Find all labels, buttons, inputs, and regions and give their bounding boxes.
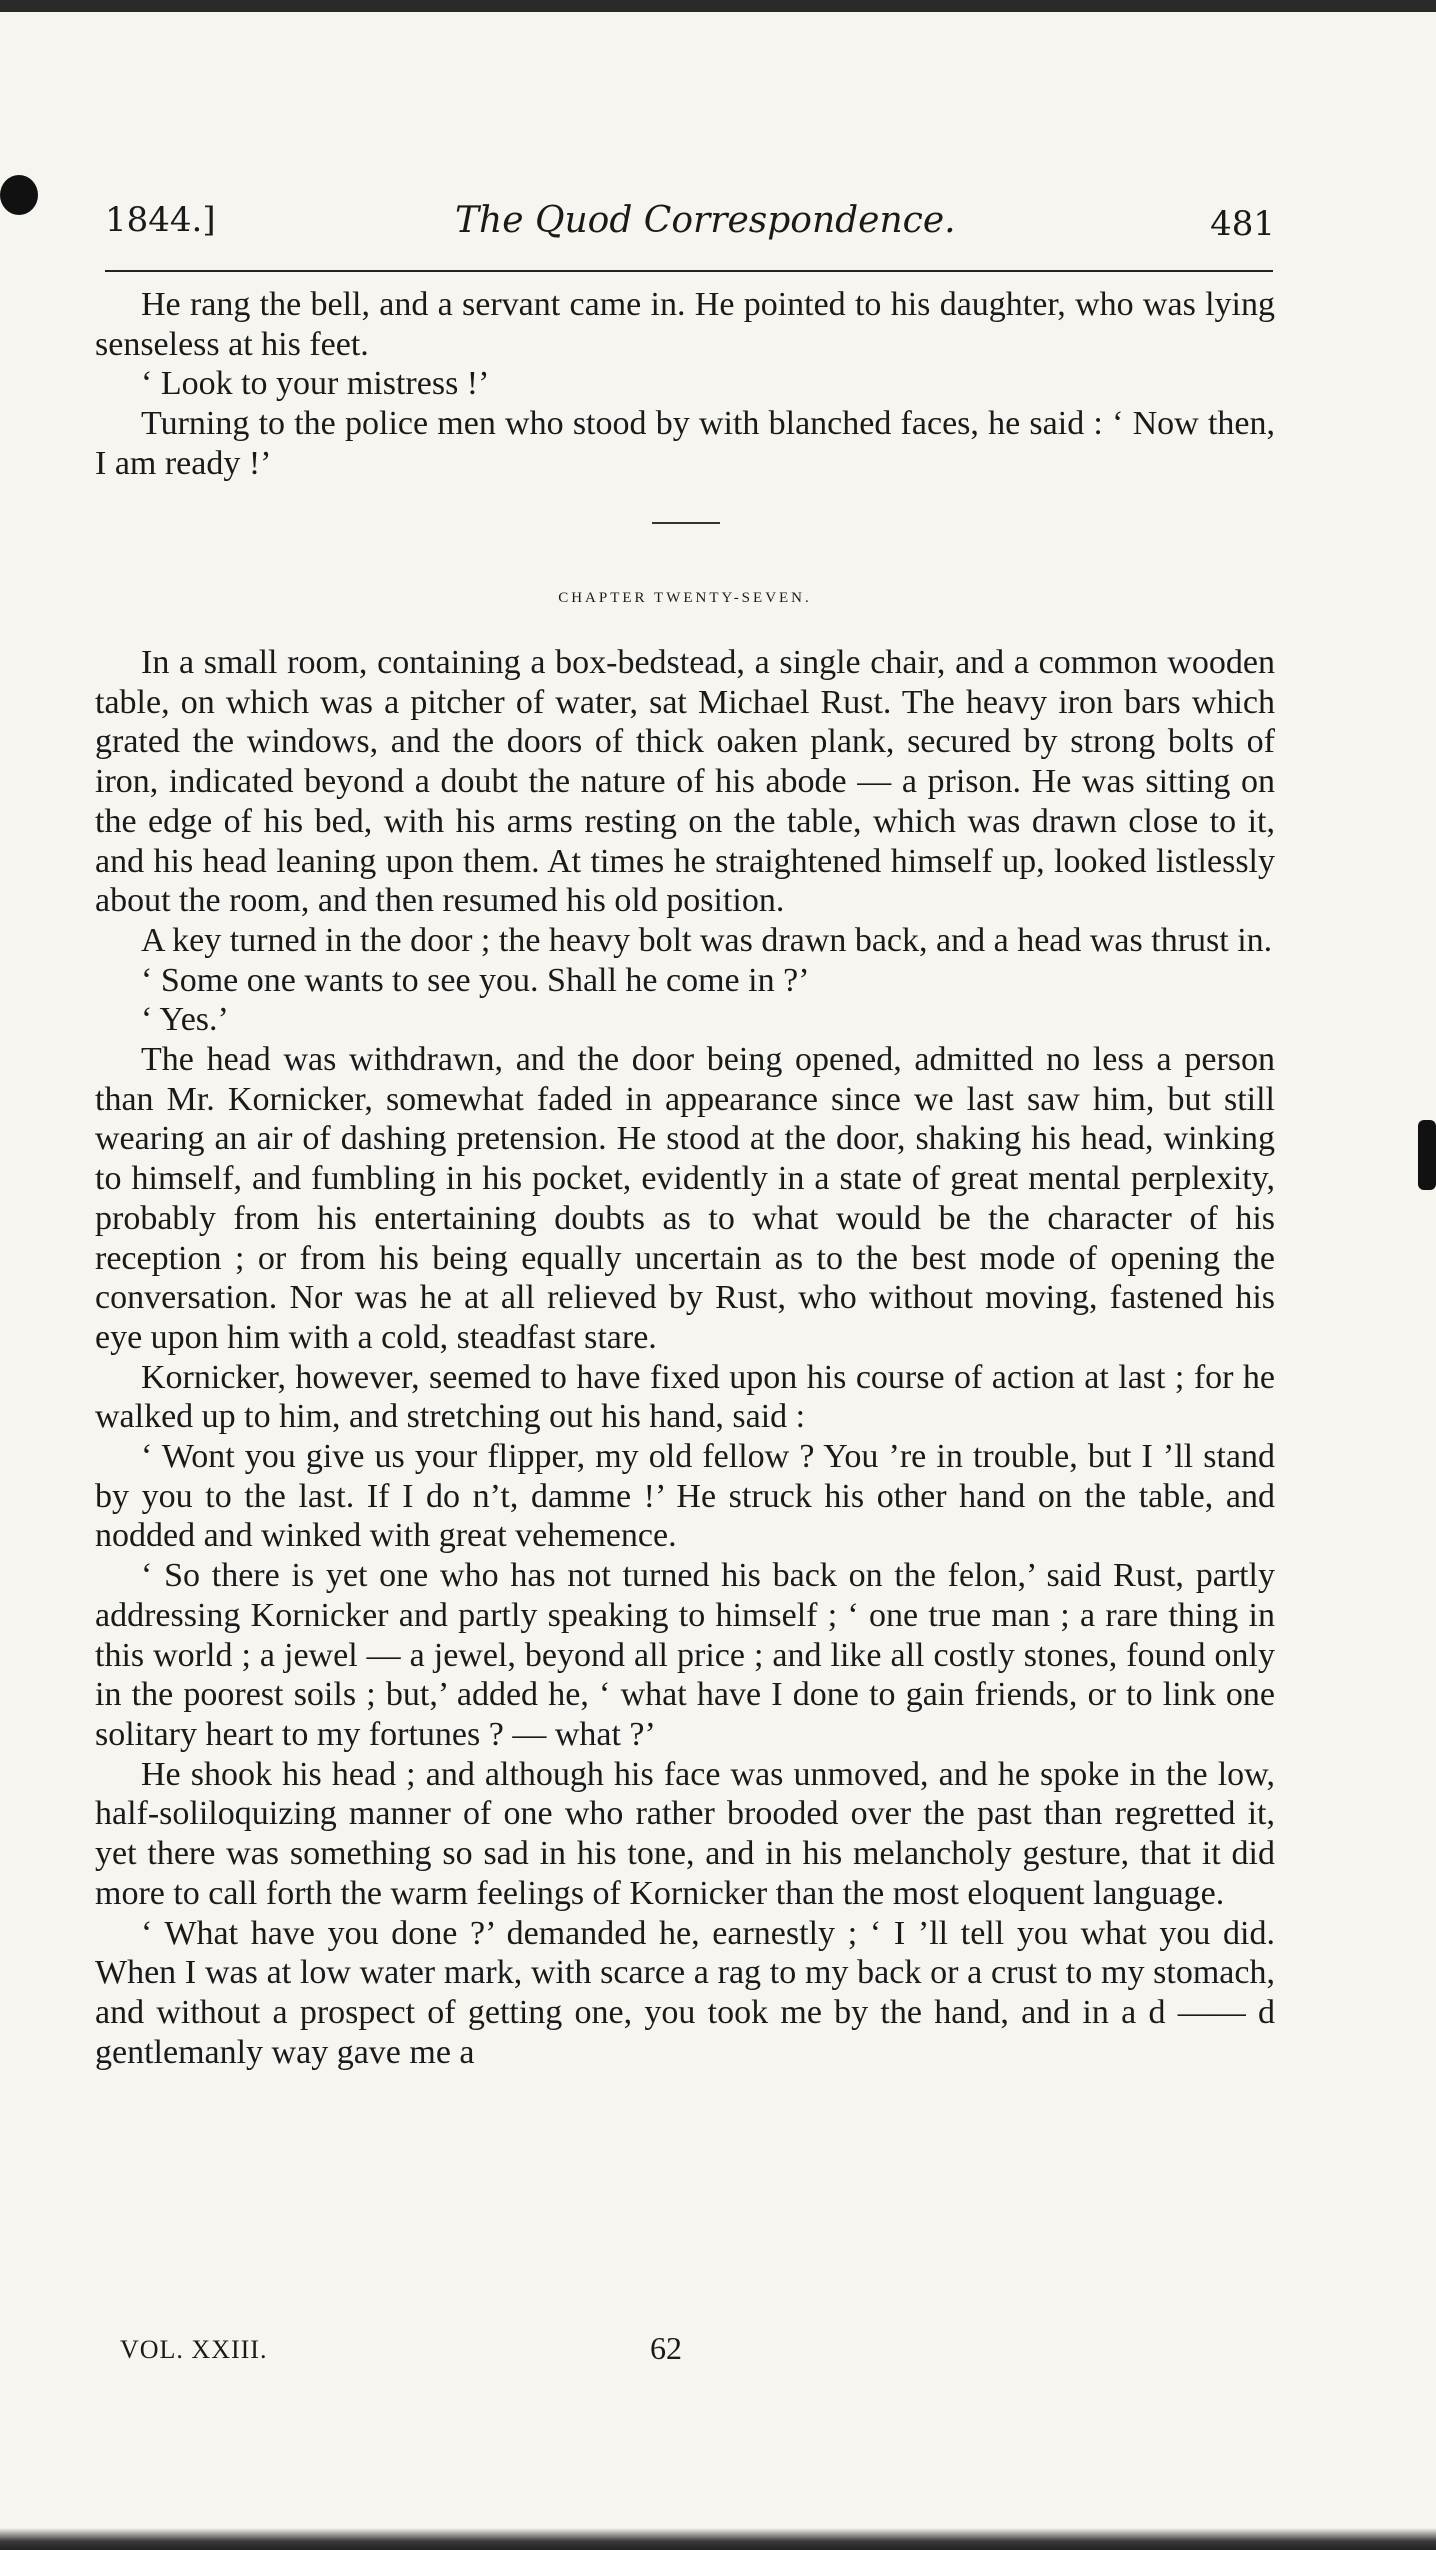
header-title: The Quod Correspondence.	[455, 200, 956, 241]
volume-mark: VOL. XXIII.	[120, 2335, 268, 2364]
paragraph: Turning to the police men who stood by with blanched faces, he said : ‘ Now then, I am ready !’	[95, 405, 1275, 482]
paragraph: The head was withdrawn, and the door being opened, admitted no less a person than Mr. Kornicker, somewhat faded in appearance since we last saw him, but still wearing an air of dashing pretension. He stood at the door, shaking his head, winking to himself, and fumbling in his pocket, evidently in a state of great mental perplexity, probably from his entertaining doubts as to what would be the character of his reception ; or from his being equally uncertain as to the best mode of opening the conversation. Nor was he at all relieved by Rust, who without moving, fastened his eye upon him with a cold, steadfast stare.	[95, 1041, 1275, 1356]
scan-top-edge	[0, 0, 1436, 12]
paragraph: Kornicker, however, seemed to have fixed upon his course of action at last ; for he walked up to him, and stretching out his hand, said :	[95, 1358, 1275, 1436]
paragraph: In a small room, containing a box-bedstead, a single chair, and a common wooden table, on which was a pitcher of water, sat Michael Rust. The heavy iron bars which grated the windows, and the doors of thick oaken plank, secured by strong bolts of iron, indicated beyond a doubt the nature of his abode — a prison. He was sitting on the edge of his bed, with his arms resting on the table, which was drawn close to it, and his head leaning upon them. At times he straightened himself up, looked listlessly about the room, and then resumed his old position.	[95, 644, 1275, 920]
ink-smudge	[1418, 1120, 1436, 1190]
paragraph: ‘ What have you done ?’ demanded he, earnestly ; ‘ I ’ll tell you what you did. When I was at low water mark, with scarce a rag to my back or a crust to my stomach, and without a prospect of getting one, you took me by the hand, and in a d —— d gentlemanly way gave me a	[95, 1914, 1275, 2071]
paragraph: ‘ Some one wants to see you. Shall he come in ?’	[141, 961, 810, 999]
header-year: 1844.]	[105, 200, 216, 240]
scan-bottom-edge	[0, 2528, 1436, 2550]
text-block-chapter-27	[95, 643, 1275, 2072]
section-separator	[652, 522, 720, 524]
paragraph: ‘ Wont you give us your flipper, my old fellow ? You ’re in trouble, but I ’ll stand by you to the last. If I do n’t, damme !’ He struck his other hand on the table, and nodded and winked with great vehemence.	[95, 1438, 1275, 1555]
paragraph: He rang the bell, and a servant came in. He pointed to his daughter, who was lying senseless at his feet.	[95, 286, 1275, 363]
paragraph: He shook his head ; and although his face was unmoved, and he spoke in the low, half-soliloquizing manner of one who rather brooded over the past than regretted it, yet there was something so sad in his tone, and in his melancholy gesture, that it did more to call forth the warm feelings of Kornicker than the most eloquent language.	[95, 1755, 1275, 1912]
page-number: 481	[1210, 204, 1275, 244]
paragraph: ‘ Look to your mistress !’	[141, 365, 490, 403]
paragraph: ‘ Yes.’	[141, 1001, 229, 1039]
header-rule	[105, 270, 1273, 272]
paragraph: ‘ So there is yet one who has not turned his back on the felon,’ said Rust, partly addressing Kornicker and partly speaking to himself ; ‘ one true man ; a rare thing in this world ; a jewel — a jewel, beyond all price ; and like all costly stones, found only in the poorest soils ; but,’ added he, ‘ what have I done to gain friends, or to link one solitary heart to my fortunes ? — what ?’	[95, 1557, 1275, 1753]
chapter-heading: CHAPTER TWENTY-SEVEN.	[558, 590, 812, 606]
signature-mark: 62	[650, 2330, 682, 2366]
text-block-chapter-end	[95, 285, 1275, 484]
paragraph: A key turned in the door ; the heavy bolt was drawn back, and a head was thrust in.	[141, 921, 1273, 959]
ink-smudge	[0, 175, 38, 215]
running-header	[105, 200, 1275, 260]
